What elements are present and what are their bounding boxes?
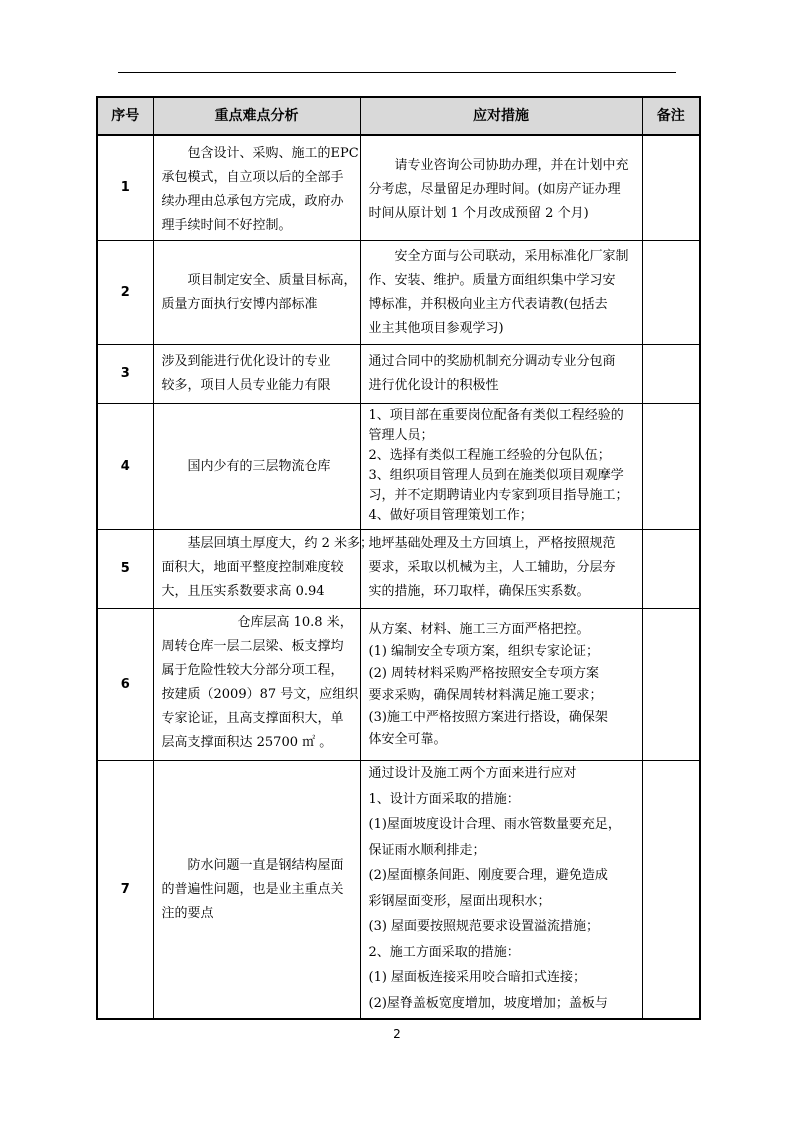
difficulty-line: 仓库层高 10.8 米，	[237, 615, 353, 630]
difficulty-line: 续办理由总承包方完成，政府办	[161, 194, 344, 209]
measures-line: 1、项目部在重要岗位配备有类似工程经验的	[368, 408, 624, 423]
difficulty-line: 质量方面执行安博内部标准	[161, 296, 318, 312]
measures-line: 地坪基础处理及土方回填上，严格按照规范	[368, 536, 616, 551]
row-number: 6	[97, 609, 153, 761]
difficulty-measures-table	[96, 96, 701, 1020]
difficulty-line: 较多，项目人员专业能力有限	[161, 378, 331, 393]
difficulty-line: 涉及到能进行优化设计的专业	[161, 354, 331, 369]
measures-line: (3)施工中严格按照方案进行搭设，确保架	[368, 710, 608, 725]
remarks-cell	[642, 345, 700, 404]
measures-cell	[360, 135, 642, 241]
measures-line: 请专业咨询公司协助办理，并在计划中充	[394, 158, 629, 173]
measures-line: 通过合同中的奖励机制充分调动专业分包商	[368, 354, 616, 369]
measures-line: 要求采购，确保周转材料满足施工要求；	[368, 688, 603, 703]
measures-cell	[360, 241, 642, 345]
measures-line: (1)屋面坡度设计合理、雨水管数量要充足，	[368, 817, 621, 832]
row-number: 3	[97, 345, 153, 404]
measures-line: (2)屋脊盖板宽度增加，坡度增加；盖板与	[368, 995, 608, 1011]
difficulty-line: 属于危险性较大分部分项工程，	[161, 663, 344, 678]
measures-line: 作、安装、维护。质量方面组织集中学习安	[368, 273, 616, 288]
measures-line: 实的措施，环刀取样，确保压实系数。	[368, 584, 590, 599]
measures-line: 要求，采取以机械为主，人工辅助，分层夯	[368, 560, 616, 575]
measures-line: 习，并不定期聘请业内专家到项目指导施工；	[368, 488, 629, 503]
difficulty-line: 理手续时间不好控制。	[161, 218, 292, 233]
page-number: 2	[393, 1027, 401, 1041]
table-row	[97, 345, 700, 404]
difficulty-line: 国内少有的三层物流仓库	[187, 458, 331, 474]
measures-line: 体安全可靠。	[368, 732, 447, 747]
measures-line: 4、做好项目管理策划工作；	[368, 508, 533, 523]
measures-line: (1) 编制安全专项方案，组织专家论证；	[368, 644, 600, 659]
difficulty-line: 包含设计、采购、施工的EPC	[187, 146, 359, 161]
row-number: 5	[97, 530, 153, 609]
remarks-cell	[642, 135, 700, 241]
table-row	[97, 135, 700, 241]
difficulty-cell	[153, 135, 360, 241]
header-no: 序号	[97, 97, 153, 135]
difficulty-cell	[153, 404, 360, 530]
measures-line: 管理人员；	[368, 428, 434, 443]
measures-line: 3、组织项目管理人员到在施类似项目观摩学	[368, 468, 624, 483]
difficulty-line: 防水问题一直是钢结构屋面	[187, 857, 344, 873]
difficulty-cell	[153, 345, 360, 404]
difficulty-line: 大，且压实系数要求高 0.94	[161, 584, 325, 599]
row-number: 7	[97, 761, 153, 1020]
measures-line: (1) 屋面板连接采用咬合暗扣式连接；	[368, 970, 587, 985]
table-row	[97, 241, 700, 345]
difficulty-line: 的普遍性问题，也是业主重点关	[161, 881, 344, 897]
difficulty-line: 专家论证，且高支撑面积大，单	[161, 711, 344, 726]
measures-line: 安全方面与公司联动，采用标准化厂家制	[394, 249, 629, 264]
row-number: 4	[97, 404, 153, 530]
measures-cell	[360, 609, 642, 761]
measures-line: 2、选择有类似工程施工经验的分包队伍；	[368, 448, 611, 463]
measures-line: (2) 周转材料采购严格按照安全专项方案	[368, 666, 600, 681]
remarks-cell	[642, 404, 700, 530]
difficulty-cell	[153, 530, 374, 609]
table-row	[97, 761, 700, 1020]
measures-cell	[360, 761, 642, 1020]
remarks-cell	[642, 530, 700, 609]
measures-line: 进行优化设计的积极性	[368, 378, 499, 393]
difficulty-cell	[153, 609, 360, 761]
difficulty-line: 周转仓库一层二层梁、板支撑均	[161, 639, 344, 654]
row-number: 1	[97, 135, 153, 241]
table-row	[97, 609, 700, 761]
measures-line: 通过设计及施工两个方面来进行应对	[368, 766, 577, 781]
measures-line: 1、设计方面采取的措施：	[368, 791, 520, 807]
row-number: 2	[97, 241, 153, 345]
measures-line: 博标准，并积极向业主方代表请教(包括去	[368, 297, 608, 312]
measures-line: 2、施工方面采取的措施：	[368, 944, 520, 960]
difficulty-line: 层高支撑面积达 25700 ㎡ 。	[161, 735, 333, 750]
measures-cell	[360, 404, 642, 530]
difficulty-line: 面积大，地面平整度控制难度较	[161, 560, 344, 575]
difficulty-line: 项目制定安全、质量目标高，	[187, 272, 357, 288]
difficulty-cell	[153, 761, 360, 1020]
remarks-cell	[642, 609, 700, 761]
remarks-cell	[642, 761, 700, 1020]
difficulty-line: 按建质（2009）87 号文，应组织	[161, 687, 359, 702]
table-row	[97, 404, 700, 530]
measures-line: 从方案、材料、施工三方面严格把控。	[368, 622, 590, 637]
difficulty-line: 承包模式，自立项以后的全部手	[161, 170, 344, 185]
header-rule	[118, 72, 676, 73]
difficulty-cell	[153, 241, 360, 345]
measures-cell	[360, 530, 642, 609]
header-difficulty: 重点难点分析	[153, 97, 360, 135]
measures-line: (2)屋面檩条间距、刚度要合理，避免造成	[368, 868, 608, 883]
measures-line: 保证雨水顺利排走；	[368, 842, 486, 858]
measures-line: 时间从原计划 1 个月改成预留 2 个月)	[368, 206, 589, 221]
difficulty-line: 注的要点	[161, 905, 214, 921]
remarks-cell	[642, 241, 700, 345]
difficulty-line: 基层回填土厚度大，约 2 米多；	[187, 536, 374, 551]
table-header-row	[97, 97, 700, 135]
measures-line: 业主其他项目参观学习)	[368, 321, 504, 336]
table-row	[97, 530, 700, 609]
header-measures: 应对措施	[360, 97, 642, 135]
measures-cell	[360, 345, 642, 404]
measures-line: 彩钢屋面变形，屋面出现积水；	[368, 893, 551, 909]
measures-line: 分考虑，尽量留足办理时间。(如房产证办理	[368, 182, 621, 197]
header-remarks: 备注	[642, 97, 700, 135]
measures-line: (3) 屋面要按照规范要求设置溢流措施；	[368, 919, 600, 934]
